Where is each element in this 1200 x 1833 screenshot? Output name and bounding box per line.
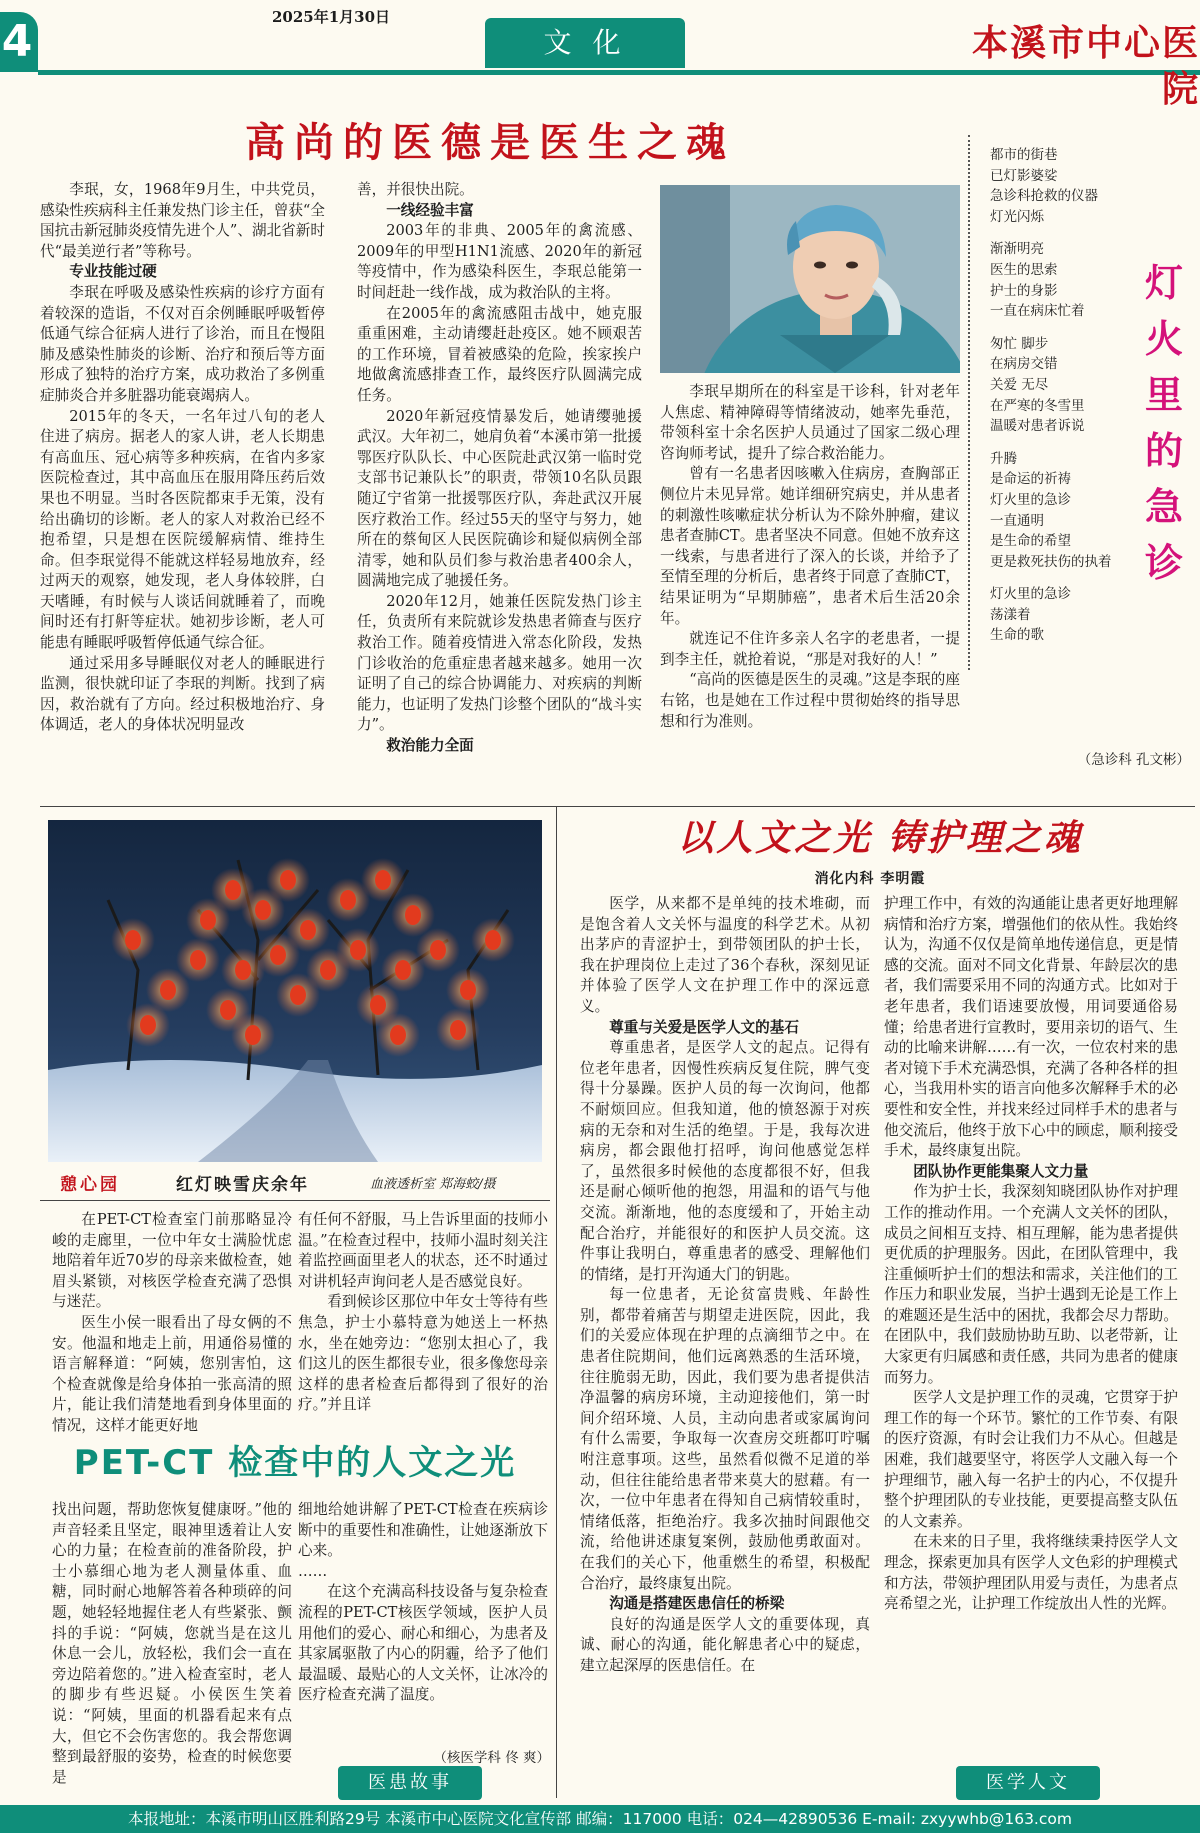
lower-column-divider: [556, 806, 557, 1798]
poem-title-char: 诊: [1144, 540, 1183, 585]
poem-title: [1140, 255, 1188, 595]
lantern: [220, 1000, 236, 1020]
article2-column-c: [52, 1500, 292, 1790]
lantern: [370, 995, 386, 1015]
paragraph: ……: [298, 1562, 328, 1580]
paragraph: 就连记不住许多亲人名字的老患者，一提到李主任，就抢着说，“那是对我好的人！”: [660, 630, 960, 668]
header-date: 2025年1月30日: [272, 8, 391, 26]
lantern: [245, 1025, 261, 1045]
paragraph: 护理工作中，有效的沟通能让患者更好地理解病情和治疗方案，增强他们的依从性。我始终认为，沟通不仅仅是简单地传递信息，更是情感的交流。面对不同文化背景、年龄层次的患者，我们需要采用不同的沟通方式。比如对于老年患者，我们语速要放慢，用词要通俗易懂；给患者进行宣教时，要用亲切的语气、生动的比喻来讲解……有一次，一位农村来的患者对镜下手术充满恐惧，充满了各种各样的担心，当我用朴实的语言向他多次解释手术的必要性和安全性，并找来经过同样手术的患者与他交流后，他终于放下心中的顾虑，顺利接受手术，最终康复出院。: [884, 895, 1178, 1160]
lantern: [280, 870, 296, 890]
poem-title-char: 急: [1144, 484, 1183, 529]
poem-line: 灯光闪烁: [990, 208, 1044, 225]
footer-text: 本报地址：本溪市明山区胜利路29号 本溪市中心医院文化宣传部 邮编：117000 电话：024—42890536 E-mail: zxyywhb@163.com: [128, 1810, 1072, 1828]
article3-column-b: [884, 894, 1178, 1754]
paragraph: 在PET-CT检查室门前那略显冷峻的走廊里，一位中年女士满脸忧虑地陪着年近70岁的母亲来做检查，她眉头紧锁，对核医学检查充满了恐惧与迷茫。: [52, 1211, 292, 1311]
stanza-gap: [990, 646, 1140, 658]
caption-author: 血液透析室 郑海蛟/摄: [370, 1177, 496, 1192]
paragraph: 每一位患者，无论贫富贵贱、年龄性别，都带着痛苦与期望走进医院，因此，我们的关爱应体现在护理的点滴细节之中。在患者住院期间，他们远离熟悉的生活环境，往往脆弱无助，因此，我们要为患者提供洁净温馨的病房环境，主动迎接他们，第一时间介绍环境、人员，主动向患者或家属询问有什么需要，争取每一次查房交班都叮咛嘱咐注意事项。这些，虽然看似微不足道的举动，但往往能给患者带来莫大的慰藉。有一次，一位中年患者在得知自己病情较重时，情绪低落，拒绝治疗。我多次抽时间跟他交流，给他讲述康复案例，鼓励他勇敢面对。在我们的关心下，他重燃生的希望，积极配合治疗，最终康复出院。: [580, 1286, 870, 1592]
paragraph: 医生小侯一眼看出了母女俩的不安。他温和地走上前，用通俗易懂的语言解释道：“阿姨，您别害怕，这个检查就像是给身体拍一张高清的照片，能让我们清楚地看到身体里面的情况，这样才能更好地: [52, 1313, 292, 1434]
portrait-illustration: [660, 185, 960, 373]
paragraph: 2020年12月，她兼任医院发热门诊主任，负责所有来院就诊发热患者筛查与医疗救治工作。随着疫情进入常态化阶段，发热门诊收治的危重症患者越来越多。她用一次证明了自己的综合协调能力、对疾病的判断能力，也证明了发热门诊整个团队的“战斗实力”。: [357, 592, 642, 734]
poem-line: 灯火里的急诊: [990, 586, 1071, 603]
caption-title: 红灯映雪庆余年: [176, 1175, 309, 1195]
lantern: [395, 960, 411, 980]
section-name: 文 化: [543, 26, 627, 59]
header-rule-teal: [38, 70, 1200, 75]
lantern: [125, 930, 141, 950]
paragraph: 李珉在呼吸及感染性疾病的诊疗方面有着较深的造诣，不仅对百余例睡眠呼吸暂停低通气综合征病人进行了诊治，而且在慢阻肺及感染性肺炎的诊断、治疗和预后等方面形成了独特的治疗方案，成功救治了多例重症肺炎合并多脏器功能衰竭病人。: [40, 283, 325, 404]
subheading: 专业技能过硬: [69, 263, 157, 281]
lantern: [255, 900, 271, 920]
poem-line: 灯火里的急诊: [990, 491, 1071, 508]
article3-column-a: [580, 894, 870, 1794]
tag-doctor-patient-story-label: 医患故事: [368, 1772, 452, 1793]
lantern: [405, 905, 421, 925]
paragraph: 李珉早期所在的科室是干诊科，针对老年人焦虑、精神障碍等情绪波动，她率先垂范，带领科室十余名医护人员通过了国家二级心理咨询师考试，提升了综合救治能力。: [660, 383, 960, 462]
snow-lantern-photo: [48, 820, 542, 1162]
lantern: [350, 940, 366, 960]
lantern: [235, 960, 251, 980]
lantern: [300, 920, 316, 940]
poem-title-char: 的: [1144, 428, 1183, 473]
paragraph: 找出问题，帮助您恢复健康呀。”他的声音轻柔且坚定，眼神里透着让人安心的力量；在检查前的准备阶段，护士小慕细心地为老人测量体重、血糖，同时耐心地解答着各种琐碎的问题，她轻轻地握住老人有些紧张、颤抖的手说：“阿姨，您就当是在这儿休息一会儿，放轻松，我们会一直在旁边陪着您的。”进入检查室时，老人的脚步有些迟疑。小侯医生笑着说：“阿姨，里面的机器看起来有点大，但它不会伤害您的。我会帮您调整到最舒服的姿势，检查的时候您要是: [52, 1501, 292, 1786]
paragraph: “高尚的医德是医生的灵魂。”这是李珉的座右铭，也是她在工作过程中贯彻始终的指导思想和行为准则。: [660, 671, 960, 730]
lantern: [340, 890, 356, 910]
stanza-gap: [990, 227, 1140, 239]
lantern: [190, 950, 206, 970]
article3-title: 以人文之光 铸护理之魂: [677, 817, 1083, 859]
poem-author: （急诊科 孔文彬）: [1077, 752, 1190, 768]
article2-column-d: [298, 1500, 548, 1740]
lantern: [450, 1020, 466, 1040]
paragraph: 在这个充满高科技设备与复杂检查流程的PET-CT核医学领域，医护人员用他们的爱心、耐心和细心，为患者及其家属驱散了内心的阴霾，给予了他们最温暖、最贴心的人文关怀，让冰冷的医疗检查充满了温度。: [298, 1583, 548, 1704]
poem-line: 生命的歌: [990, 627, 1044, 644]
paragraph: 医学人文是护理工作的灵魂，它贯穿于护理工作的每一个环节。繁忙的工作节奏、有限的医疗资源，有时会让我们力不从心。但越是困难，我们越要坚守，将医学人文融入每一个护理细节，融入每一名护士的内心，不仅提升整个护理团队的专业技能，更要提高整支队伍的人文素养。: [884, 1389, 1178, 1530]
poem-line: 已灯影婆娑: [990, 167, 1058, 184]
poem-title-char: 火: [1144, 316, 1183, 361]
lantern: [485, 930, 501, 950]
lantern: [160, 980, 176, 1000]
lantern: [320, 960, 336, 980]
article3-byline: 消化内科 李明霞: [814, 871, 926, 887]
poem-line: 更是救死扶伤的执着: [990, 553, 1112, 570]
stanza-gap: [990, 322, 1140, 334]
section-divider-1: [40, 806, 1195, 807]
poem-line: 在严寒的冬雪里: [990, 397, 1085, 414]
paragraph: 医学，从来都不是单纯的技术堆砌，而是饱含着人文关怀与温度的科学艺术。从初出茅庐的青涩护士，到带领团队的护士长，我在护理岗位上走过了36个春秋，深刻见证并体验了医学人文在护理工作中的深远意义。: [580, 895, 870, 1015]
paragraph: 2015年的冬天，一名年过八旬的老人住进了病房。据老人的家人讲，老人长期患有高血压、冠心病等多种疾病，在省内多家医院检查过，其中高血压在服用降压药后效果也不明显。当时各医院都束手无策，没有给出确切的诊断。老人的家人对救治已经不抱希望，只是想在医院缓解病情、维持生命。但李珉觉得不能就这样轻易地放弃，经过两天的观察，她发现，老人身体较胖，白天嗜睡，有时候与人谈话间就睡着了，而晚间时还有打鼾等症状。她初步诊断，老人可能患有睡眠呼吸暂停低通气综合征。: [40, 407, 325, 652]
article2-column-b: [298, 1210, 548, 1450]
poem-line: 是命运的祈祷: [990, 471, 1071, 488]
poem-line: 一直在病床忙着: [990, 303, 1085, 320]
paragraph: 有任何不舒服，马上告诉里面的技师小温。”在检查过程中，技师小温时刻关注着监控画面里老人的状态，还不时通过对讲机轻声询问老人是否感觉良好。: [298, 1211, 548, 1290]
photo-illustration: [48, 820, 542, 1162]
stanza-gap: [990, 572, 1140, 584]
article2-column-a: [52, 1210, 292, 1450]
lantern: [375, 870, 391, 890]
lantern: [200, 910, 216, 930]
article1-column-2: [357, 180, 642, 800]
subheading: 沟通是搭建医患信任的桥梁: [609, 1595, 785, 1613]
poem-line: 在病房交错: [990, 356, 1058, 373]
article2-title: PET-CT 检查中的人文之光: [73, 1443, 517, 1483]
poem-line: 一直通明: [990, 512, 1044, 529]
paragraph: 在未来的日子里，我将继续秉持医学人文理念，探索更加具有医学人文色彩的护理模式和方法，带领护理团队用爱与责任，为患者点亮希望之光，让护理工作绽放出人性的光辉。: [884, 1533, 1178, 1613]
article1-column-1: [40, 180, 325, 800]
tag-medical-humanities-label: 医学人文: [986, 1772, 1070, 1793]
poem-line: 温暖对患者诉说: [990, 418, 1085, 435]
poem-line: 护士的身影: [990, 282, 1058, 299]
poem-line: 急诊科抢救的仪器: [990, 188, 1098, 205]
article1-title: 高尚的医德是医生之魂: [245, 119, 735, 166]
paragraph: 尊重患者，是医学人文的起点。记得有位老年患者，因慢性疾病反复住院，脾气变得十分暴躁。医护人员的每一次询问，他都不耐烦回应。但我知道，他的愤怒源于对疾病的无奈和对生活的绝望。于是，我每次进病房，都会跟他打招呼，询问他感觉怎样了，虽然很多时候他的态度都很不好，但我还是耐心倾听他的抱怨，用温和的语气与他交流。渐渐地，他的态度缓和了，开始主动配合治疗，并能很好的和医护人员交流。这件事让我明白，尊重患者的感受、理解他们的情绪，是打开沟通大门的钥匙。: [580, 1039, 870, 1283]
poem-title-char: 灯: [1144, 260, 1183, 305]
masthead: 本溪市中心医院: [971, 22, 1200, 110]
poem-line: 医生的思索: [990, 261, 1058, 278]
subheading: 团队协作更能集聚人文力量: [913, 1162, 1089, 1180]
lantern: [460, 980, 476, 1000]
poem-body: [990, 145, 1140, 745]
poem-title-char: 里: [1144, 372, 1183, 417]
paragraph: 2020年新冠疫情暴发后，她请缨驰援武汉。大年初二，她肩负着“本溪市第一批援鄂医疗队队长、中心医院赴武汉第一临时党支部书记兼队长”的职责，带领10名队员跟随辽宁省第一批援鄂医疗队，奔赴武汉开展医疗救治工作。经过55天的坚守与努力，她所在的蔡甸区人民医院确诊和疑似病例全部清零，她和队员们参与救治患者400余人，圆满地完成了驰援任务。: [357, 407, 642, 590]
subheading: 一线经验丰富: [386, 201, 474, 219]
header-bar: [0, 0, 1200, 110]
paragraph: 细地给她讲解了PET-CT检查在疾病诊断中的重要性和准确性，让她逐渐放下心来。: [298, 1501, 548, 1560]
lantern: [140, 1015, 156, 1035]
subheading: 救治能力全面: [386, 737, 474, 755]
photo-caption: [48, 1170, 542, 1196]
paragraph: 在2005年的禽流感阻击战中，她克服重重困难，主动请缨赶赴疫区。她不顾艰苦的工作环境，冒着被感染的危险，挨家挨户地做禽流感排查工作，最终医疗队圆满完成任务。: [357, 304, 642, 404]
paragraph: 李珉，女，1968年9月生，中共党员，感染性疾病科主任兼发热门诊主任，曾获“全国抗击新冠肺炎疫情先进个人”、湖北省新时代“最美逆行者”等称号。: [40, 181, 325, 260]
paragraph: 良好的沟通是医学人文的重要体现，真诚、耐心的沟通，能化解患者心中的疑虑，建立起深厚的医患信任。在: [580, 1615, 870, 1674]
poem-line: 都市的街巷: [990, 147, 1058, 163]
paragraph: 通过采用多导睡眠仪对老人的睡眠进行监测，很快就印证了李珉的判断。找到了病因，救治就有了方向。经过积极地治疗、身体调适，老人的身体状况明显改: [40, 654, 325, 734]
lantern: [430, 940, 446, 960]
poem-divider: [968, 135, 970, 670]
poem-line: 渐渐明亮: [990, 241, 1044, 258]
poem-line: 关爱 无尽: [990, 376, 1049, 393]
lantern: [390, 1025, 406, 1045]
poem-line: 荡漾着: [990, 606, 1031, 623]
article1-column-3: [660, 382, 960, 802]
lantern: [225, 880, 241, 900]
article2-author: （核医学科 佟 爽）: [433, 1750, 550, 1766]
paragraph: 看到候诊区那位中年女士等待有些焦急，护士小慕特意为她送上一杯热水，坐在她旁边：“您别太担心了，我们这儿的医生都很专业，很多像您母亲这样的患者检查后都得到了很好的治疗。”并且详: [298, 1293, 548, 1414]
paragraph: 曾有一名患者因咳嗽入住病房，查胸部正侧位片未见异常。她详细研究病史，并从患者的刺激性咳嗽症状分析认为不除外肿瘤，建议患者查肺CT。患者坚决不同意。但她不放弃这一线索，与患者进行了深入的长谈，并给予了至情至理的分析后，患者终于同意了查肺CT，结果证明为“早期肺癌”，患者术后生活20余年。: [660, 465, 960, 627]
doctor-portrait-photo: [660, 185, 960, 373]
poem-line: 是生命的希望: [990, 533, 1071, 550]
poem-line: 升腾: [990, 450, 1017, 467]
paragraph: 2003年的非典、2005年的禽流感、2009年的甲型H1N1流感、2020年的新冠等疫情中，作为感染科医生，李珉总能第一时间赶赴一线作战，成为救治队的主将。: [357, 222, 642, 301]
caption-place: 憩心园: [60, 1175, 120, 1195]
photo-caption-rule: [40, 1200, 550, 1201]
subheading: 尊重与关爱是医学人文的基石: [609, 1018, 799, 1036]
stanza-gap: [990, 437, 1140, 449]
paragraph: 善，并很快出院。: [357, 181, 474, 198]
lantern: [270, 945, 286, 965]
lantern: [290, 985, 306, 1005]
page-number: 4: [1, 16, 33, 67]
paragraph: 作为护士长，我深刻知晓团队协作对护理工作的推动作用。一个充满人文关怀的团队，成员之间相互支持、相互理解，能为患者提供更优质的护理服务。因此，在团队管理中，我注重倾听护士们的想法和需求，关注他们的工作压力和职业发展，当护士遇到无论是工作上的难题还是生活中的困扰，我都会尽力帮助。在团队中，我们鼓励协助互助、以老带新，让大家更有归属感和责任感，共同为患者的健康而努力。: [884, 1183, 1178, 1386]
poem-line: 匆忙 脚步: [990, 335, 1049, 352]
